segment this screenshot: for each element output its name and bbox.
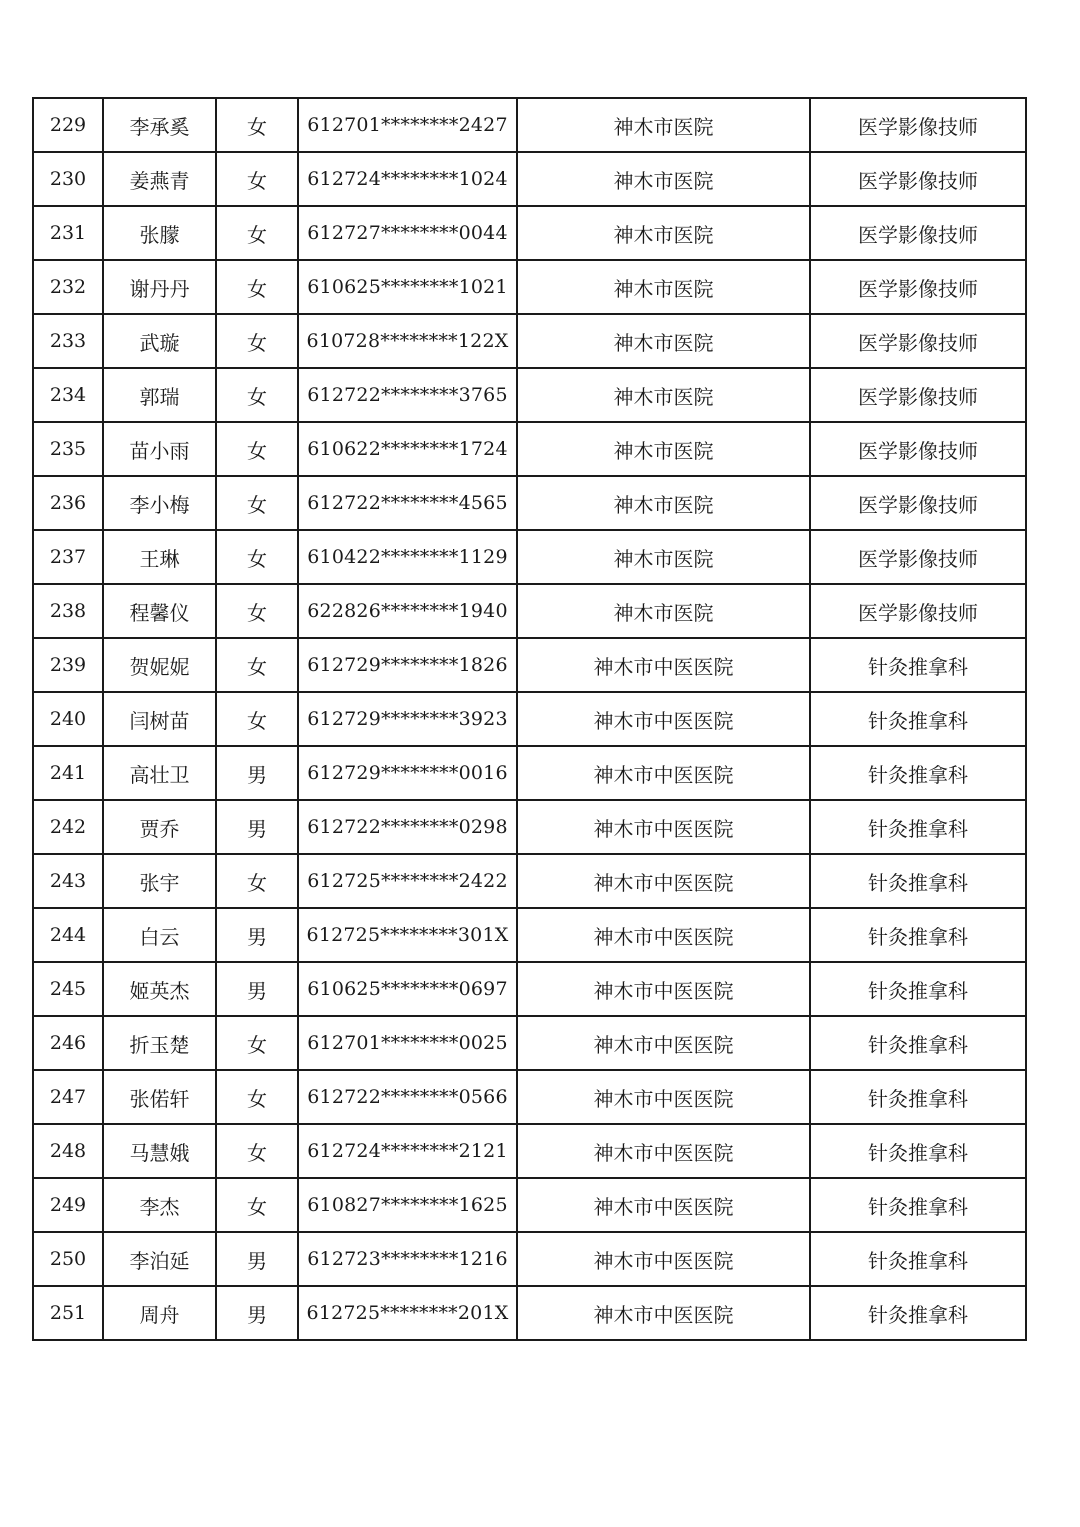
row-number-cell: 250 bbox=[33, 1232, 103, 1286]
row-number-cell: 248 bbox=[33, 1124, 103, 1178]
gender-cell: 男 bbox=[216, 908, 298, 962]
id-number-cell: 612725********201X bbox=[298, 1286, 517, 1340]
row-number-cell: 238 bbox=[33, 584, 103, 638]
gender-cell: 女 bbox=[216, 368, 298, 422]
name-cell: 张宇 bbox=[103, 854, 216, 908]
position-cell: 医学影像技师 bbox=[810, 260, 1026, 314]
position-cell: 针灸推拿科 bbox=[810, 1016, 1026, 1070]
table-row bbox=[33, 368, 1026, 422]
gender-cell: 男 bbox=[216, 746, 298, 800]
id-number-cell: 612729********0016 bbox=[298, 746, 517, 800]
gender-cell: 女 bbox=[216, 476, 298, 530]
name-cell: 高壮卫 bbox=[103, 746, 216, 800]
row-number-cell: 244 bbox=[33, 908, 103, 962]
gender-cell: 女 bbox=[216, 1070, 298, 1124]
table-row bbox=[33, 1178, 1026, 1232]
table-row bbox=[33, 1016, 1026, 1070]
unit-cell: 神木市医院 bbox=[517, 530, 810, 584]
gender-cell: 男 bbox=[216, 1286, 298, 1340]
gender-cell: 女 bbox=[216, 1124, 298, 1178]
id-number-cell: 610422********1129 bbox=[298, 530, 517, 584]
id-number-cell: 610625********1021 bbox=[298, 260, 517, 314]
gender-cell: 女 bbox=[216, 1178, 298, 1232]
gender-cell: 女 bbox=[216, 260, 298, 314]
roster-table bbox=[32, 97, 1027, 1341]
id-number-cell: 612727********0044 bbox=[298, 206, 517, 260]
row-number-cell: 236 bbox=[33, 476, 103, 530]
row-number-cell: 237 bbox=[33, 530, 103, 584]
unit-cell: 神木市中医医院 bbox=[517, 692, 810, 746]
id-number-cell: 610827********1625 bbox=[298, 1178, 517, 1232]
position-cell: 针灸推拿科 bbox=[810, 1070, 1026, 1124]
row-number-cell: 230 bbox=[33, 152, 103, 206]
table-row bbox=[33, 908, 1026, 962]
name-cell: 李承奚 bbox=[103, 98, 216, 152]
unit-cell: 神木市中医医院 bbox=[517, 746, 810, 800]
table-row bbox=[33, 1070, 1026, 1124]
gender-cell: 女 bbox=[216, 98, 298, 152]
position-cell: 医学影像技师 bbox=[810, 314, 1026, 368]
table-row bbox=[33, 476, 1026, 530]
row-number-cell: 249 bbox=[33, 1178, 103, 1232]
name-cell: 折玉楚 bbox=[103, 1016, 216, 1070]
id-number-cell: 612724********2121 bbox=[298, 1124, 517, 1178]
unit-cell: 神木市中医医院 bbox=[517, 962, 810, 1016]
unit-cell: 神木市中医医院 bbox=[517, 1178, 810, 1232]
row-number-cell: 233 bbox=[33, 314, 103, 368]
name-cell: 武璇 bbox=[103, 314, 216, 368]
position-cell: 医学影像技师 bbox=[810, 368, 1026, 422]
name-cell: 王琳 bbox=[103, 530, 216, 584]
unit-cell: 神木市医院 bbox=[517, 314, 810, 368]
table-row bbox=[33, 98, 1026, 152]
name-cell: 马慧娥 bbox=[103, 1124, 216, 1178]
id-number-cell: 612725********301X bbox=[298, 908, 517, 962]
unit-cell: 神木市中医医院 bbox=[517, 1286, 810, 1340]
name-cell: 姬英杰 bbox=[103, 962, 216, 1016]
gender-cell: 女 bbox=[216, 152, 298, 206]
id-number-cell: 612723********1216 bbox=[298, 1232, 517, 1286]
name-cell: 李杰 bbox=[103, 1178, 216, 1232]
table-row bbox=[33, 692, 1026, 746]
name-cell: 周舟 bbox=[103, 1286, 216, 1340]
position-cell: 针灸推拿科 bbox=[810, 908, 1026, 962]
unit-cell: 神木市中医医院 bbox=[517, 908, 810, 962]
position-cell: 医学影像技师 bbox=[810, 476, 1026, 530]
table-row bbox=[33, 1124, 1026, 1178]
name-cell: 贺妮妮 bbox=[103, 638, 216, 692]
position-cell: 医学影像技师 bbox=[810, 152, 1026, 206]
unit-cell: 神木市医院 bbox=[517, 368, 810, 422]
table-row bbox=[33, 746, 1026, 800]
position-cell: 针灸推拿科 bbox=[810, 1286, 1026, 1340]
id-number-cell: 612729********3923 bbox=[298, 692, 517, 746]
table-row bbox=[33, 260, 1026, 314]
name-cell: 郭瑞 bbox=[103, 368, 216, 422]
row-number-cell: 231 bbox=[33, 206, 103, 260]
row-number-cell: 247 bbox=[33, 1070, 103, 1124]
table-row bbox=[33, 1286, 1026, 1340]
unit-cell: 神木市医院 bbox=[517, 152, 810, 206]
gender-cell: 女 bbox=[216, 638, 298, 692]
unit-cell: 神木市中医医院 bbox=[517, 1124, 810, 1178]
row-number-cell: 232 bbox=[33, 260, 103, 314]
id-number-cell: 612701********2427 bbox=[298, 98, 517, 152]
gender-cell: 男 bbox=[216, 800, 298, 854]
position-cell: 医学影像技师 bbox=[810, 98, 1026, 152]
unit-cell: 神木市中医医院 bbox=[517, 854, 810, 908]
position-cell: 针灸推拿科 bbox=[810, 800, 1026, 854]
id-number-cell: 610622********1724 bbox=[298, 422, 517, 476]
unit-cell: 神木市中医医院 bbox=[517, 638, 810, 692]
name-cell: 姜燕青 bbox=[103, 152, 216, 206]
row-number-cell: 240 bbox=[33, 692, 103, 746]
name-cell: 贾乔 bbox=[103, 800, 216, 854]
row-number-cell: 241 bbox=[33, 746, 103, 800]
gender-cell: 女 bbox=[216, 692, 298, 746]
row-number-cell: 242 bbox=[33, 800, 103, 854]
unit-cell: 神木市中医医院 bbox=[517, 1070, 810, 1124]
id-number-cell: 612722********3765 bbox=[298, 368, 517, 422]
row-number-cell: 246 bbox=[33, 1016, 103, 1070]
table-row bbox=[33, 854, 1026, 908]
gender-cell: 女 bbox=[216, 1016, 298, 1070]
position-cell: 医学影像技师 bbox=[810, 206, 1026, 260]
id-number-cell: 612729********1826 bbox=[298, 638, 517, 692]
table-row bbox=[33, 422, 1026, 476]
name-cell: 谢丹丹 bbox=[103, 260, 216, 314]
table-row bbox=[33, 584, 1026, 638]
id-number-cell: 610625********0697 bbox=[298, 962, 517, 1016]
position-cell: 针灸推拿科 bbox=[810, 962, 1026, 1016]
position-cell: 针灸推拿科 bbox=[810, 1232, 1026, 1286]
row-number-cell: 235 bbox=[33, 422, 103, 476]
name-cell: 白云 bbox=[103, 908, 216, 962]
position-cell: 医学影像技师 bbox=[810, 422, 1026, 476]
position-cell: 医学影像技师 bbox=[810, 530, 1026, 584]
row-number-cell: 239 bbox=[33, 638, 103, 692]
table-row bbox=[33, 1232, 1026, 1286]
roster-table-body bbox=[33, 98, 1026, 1340]
name-cell: 程馨仪 bbox=[103, 584, 216, 638]
unit-cell: 神木市中医医院 bbox=[517, 1232, 810, 1286]
id-number-cell: 612722********4565 bbox=[298, 476, 517, 530]
gender-cell: 女 bbox=[216, 314, 298, 368]
gender-cell: 女 bbox=[216, 530, 298, 584]
gender-cell: 女 bbox=[216, 584, 298, 638]
row-number-cell: 243 bbox=[33, 854, 103, 908]
gender-cell: 男 bbox=[216, 1232, 298, 1286]
name-cell: 张朦 bbox=[103, 206, 216, 260]
table-row bbox=[33, 638, 1026, 692]
row-number-cell: 251 bbox=[33, 1286, 103, 1340]
row-number-cell: 234 bbox=[33, 368, 103, 422]
name-cell: 闫树苗 bbox=[103, 692, 216, 746]
gender-cell: 女 bbox=[216, 206, 298, 260]
id-number-cell: 612701********0025 bbox=[298, 1016, 517, 1070]
id-number-cell: 622826********1940 bbox=[298, 584, 517, 638]
row-number-cell: 229 bbox=[33, 98, 103, 152]
unit-cell: 神木市中医医院 bbox=[517, 1016, 810, 1070]
gender-cell: 女 bbox=[216, 422, 298, 476]
unit-cell: 神木市中医医院 bbox=[517, 800, 810, 854]
id-number-cell: 612722********0298 bbox=[298, 800, 517, 854]
gender-cell: 男 bbox=[216, 962, 298, 1016]
id-number-cell: 612724********1024 bbox=[298, 152, 517, 206]
table-row bbox=[33, 962, 1026, 1016]
id-number-cell: 610728********122X bbox=[298, 314, 517, 368]
table-row bbox=[33, 530, 1026, 584]
unit-cell: 神木市医院 bbox=[517, 206, 810, 260]
position-cell: 针灸推拿科 bbox=[810, 854, 1026, 908]
name-cell: 苗小雨 bbox=[103, 422, 216, 476]
position-cell: 针灸推拿科 bbox=[810, 746, 1026, 800]
id-number-cell: 612722********0566 bbox=[298, 1070, 517, 1124]
position-cell: 针灸推拿科 bbox=[810, 1178, 1026, 1232]
gender-cell: 女 bbox=[216, 854, 298, 908]
table-row bbox=[33, 800, 1026, 854]
id-number-cell: 612725********2422 bbox=[298, 854, 517, 908]
position-cell: 针灸推拿科 bbox=[810, 638, 1026, 692]
name-cell: 张偌轩 bbox=[103, 1070, 216, 1124]
table-row bbox=[33, 152, 1026, 206]
row-number-cell: 245 bbox=[33, 962, 103, 1016]
unit-cell: 神木市医院 bbox=[517, 584, 810, 638]
document-sheet bbox=[32, 97, 1025, 1341]
name-cell: 李小梅 bbox=[103, 476, 216, 530]
name-cell: 李泊延 bbox=[103, 1232, 216, 1286]
unit-cell: 神木市医院 bbox=[517, 422, 810, 476]
position-cell: 针灸推拿科 bbox=[810, 692, 1026, 746]
position-cell: 医学影像技师 bbox=[810, 584, 1026, 638]
unit-cell: 神木市医院 bbox=[517, 98, 810, 152]
position-cell: 针灸推拿科 bbox=[810, 1124, 1026, 1178]
unit-cell: 神木市医院 bbox=[517, 476, 810, 530]
table-row bbox=[33, 314, 1026, 368]
table-row bbox=[33, 206, 1026, 260]
unit-cell: 神木市医院 bbox=[517, 260, 810, 314]
